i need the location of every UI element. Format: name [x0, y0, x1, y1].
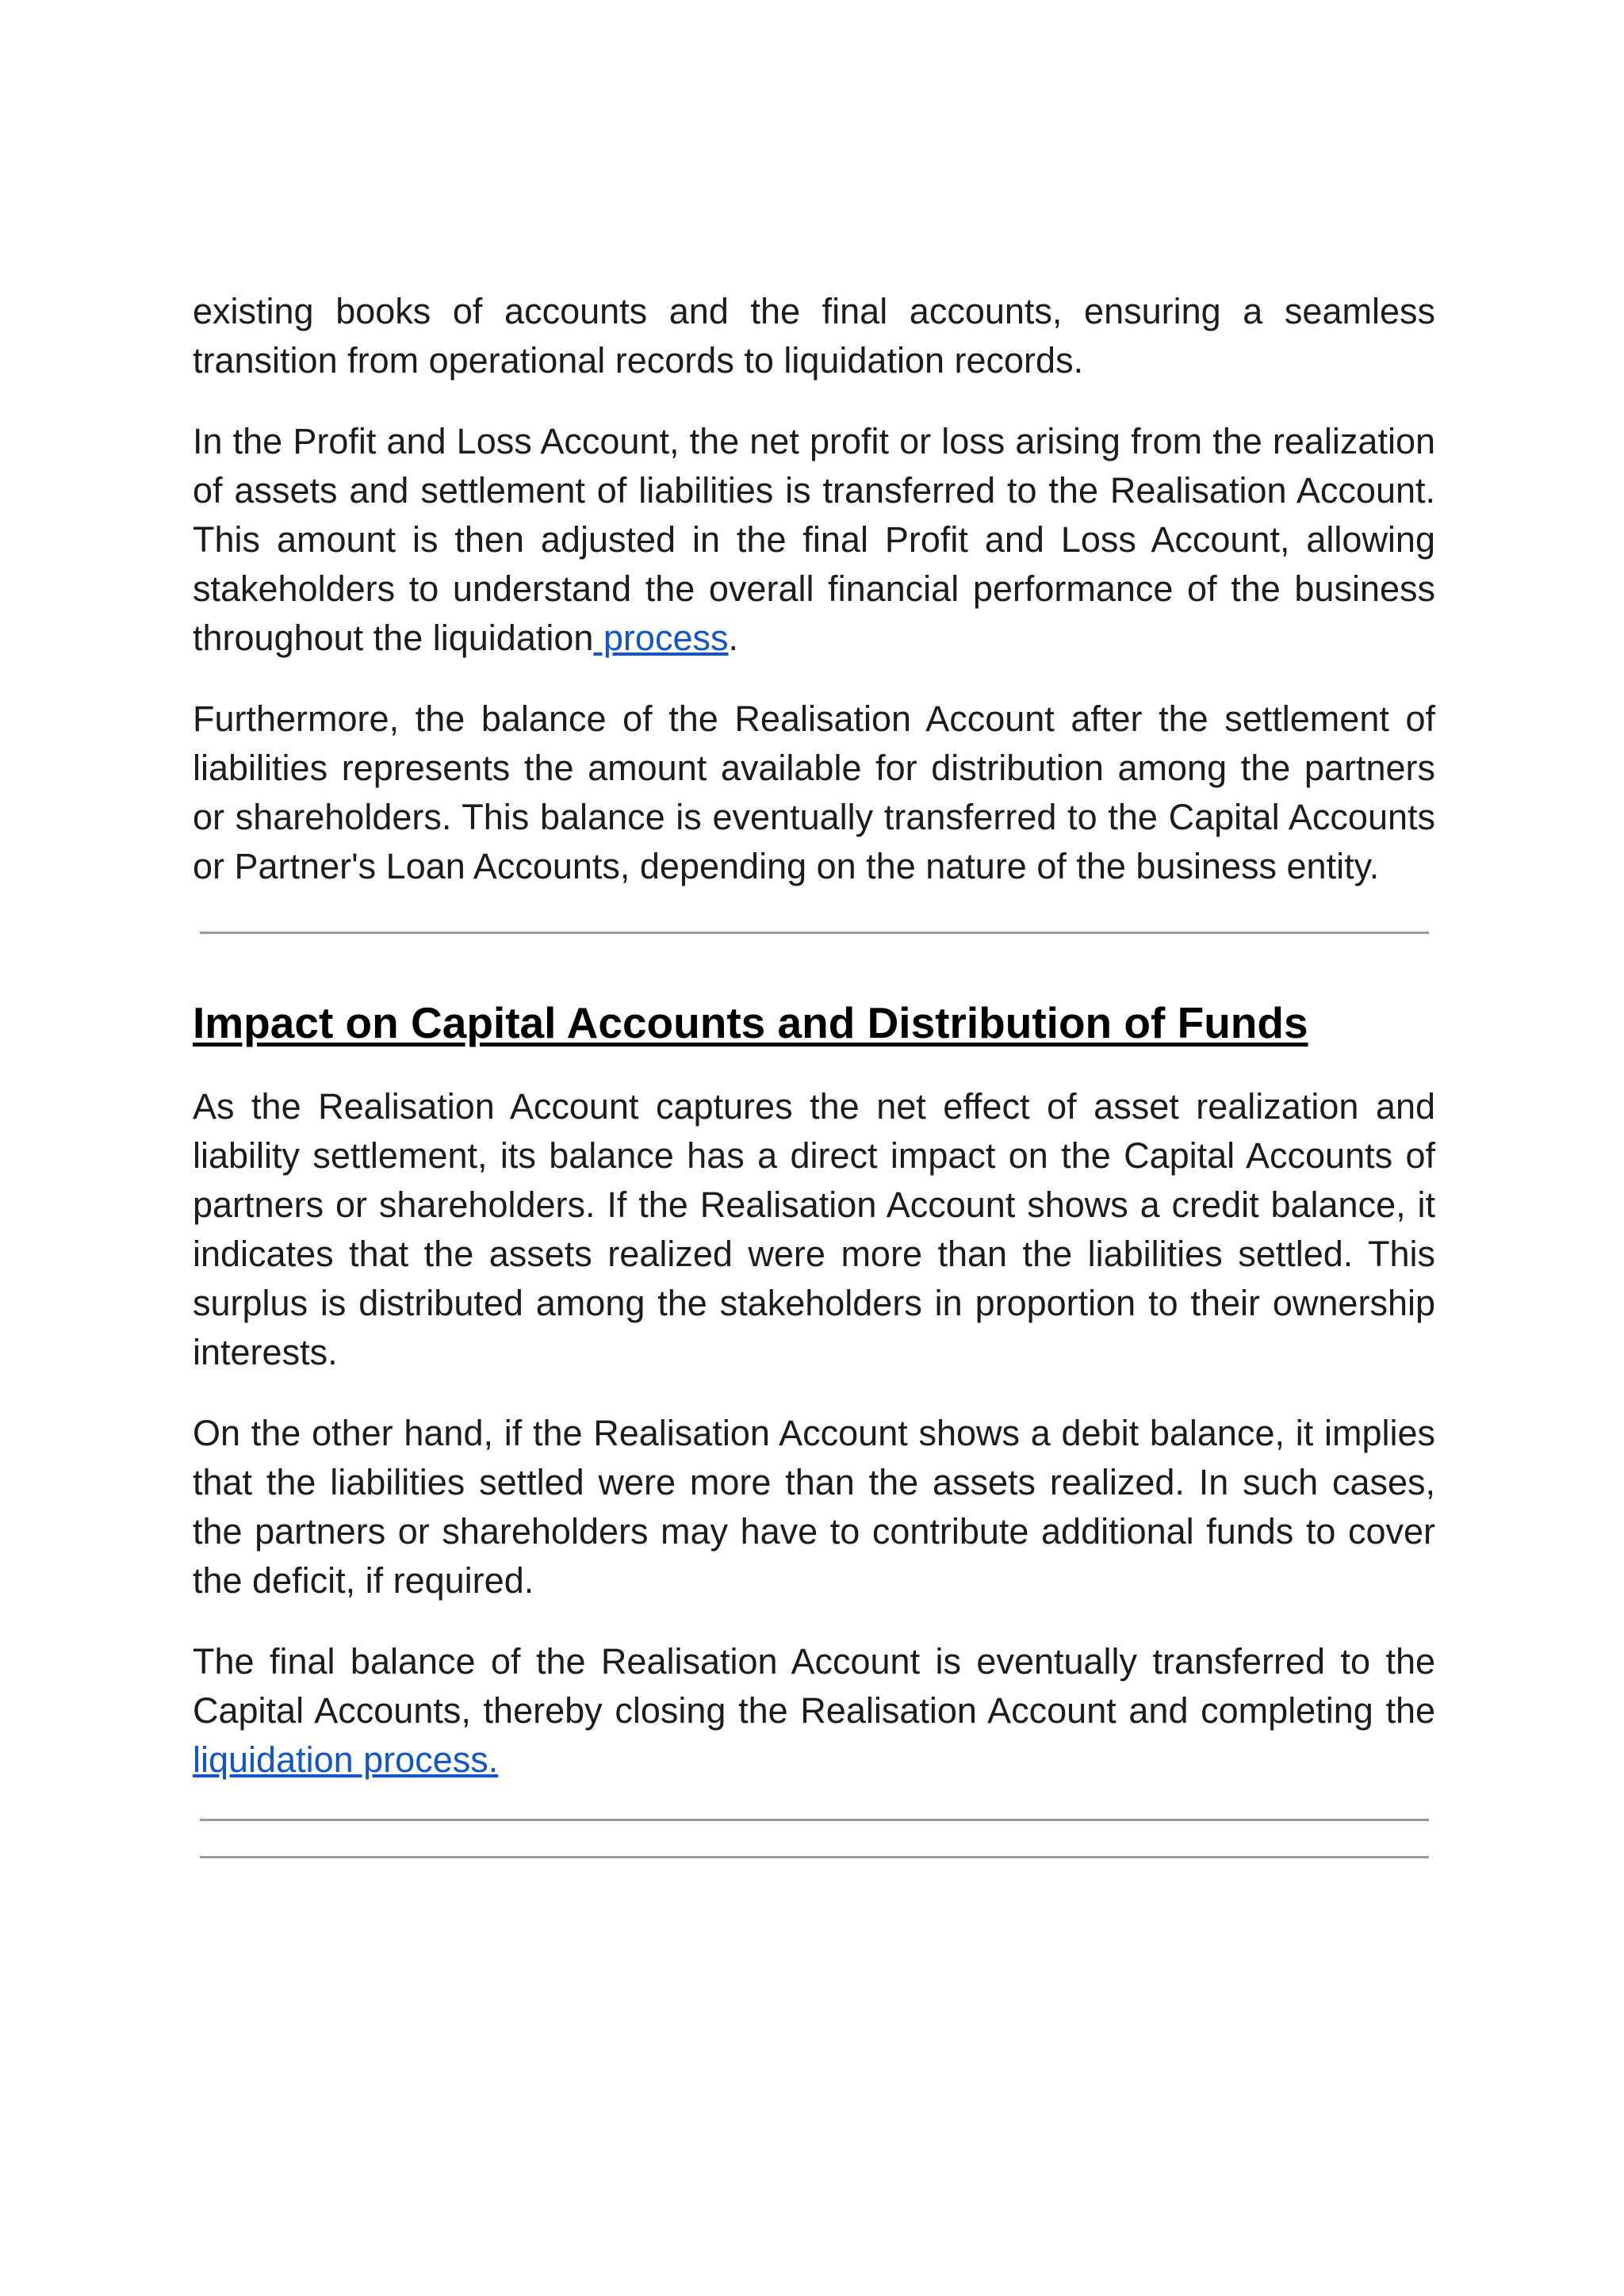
- paragraph-furthermore: [193, 695, 1435, 891]
- paragraph-profit-loss: [193, 417, 1435, 663]
- paragraph-text: existing books of accounts and the final accounts, ensuring a seamless transition from operational records to liquidation records.: [193, 291, 1435, 381]
- paragraph-final-balance: [193, 1637, 1435, 1785]
- paragraph-text: Furthermore, the balance of the Realisation Account after the settlement of liabilities represents the amount available for distribution among the partners or shareholders. This balance is eventually transferred to the Capital Accounts or Partner's Loan Accounts, depending on the nature of the business entity.: [193, 698, 1435, 886]
- document-body: [193, 287, 1435, 1858]
- horizontal-divider: [200, 1856, 1429, 1858]
- paragraph-text: In the Profit and Loss Account, the net profit or loss arising from the realization of assets and settlement of liabilities is transferred to the Realisation Account. This amount is then adjusted in the final Profit and Loss Account, allowing stakeholders to understand the overall financial performance of the business throughout the liquidation: [193, 421, 1435, 658]
- paragraph-credit-balance: [193, 1082, 1435, 1377]
- paragraph-debit-balance: [193, 1409, 1435, 1605]
- horizontal-divider: [200, 1819, 1429, 1821]
- process-link[interactable]: process: [593, 618, 729, 658]
- paragraph-text: As the Realisation Account captures the net effect of asset realization and liability settlement, its balance has a direct impact on the Capital Accounts of partners or shareholders. If the Realisation Account shows a credit balance, it indicates that the assets realized were more than the liabilities settled. This surplus is distributed among the stakeholders in proportion to their ownership interests.: [193, 1086, 1435, 1372]
- section-heading: Impact on Capital Accounts and Distribution of Funds: [193, 998, 1308, 1047]
- liquidation-process-link[interactable]: liquidation process.: [193, 1739, 499, 1780]
- paragraph-text: On the other hand, if the Realisation Account shows a debit balance, it implies that the liabilities settled were more than the assets realized. In such cases, the partners or shareholders may have to contribute additional funds to cover the deficit, if required.: [193, 1413, 1435, 1601]
- paragraph-text: The final balance of the Realisation Account is eventually transferred to the Capital Accounts, thereby closing the Realisation Account and completing the: [193, 1641, 1435, 1731]
- paragraph-period: .: [728, 618, 738, 658]
- horizontal-divider: [200, 932, 1429, 934]
- paragraph-continuation: [193, 287, 1435, 385]
